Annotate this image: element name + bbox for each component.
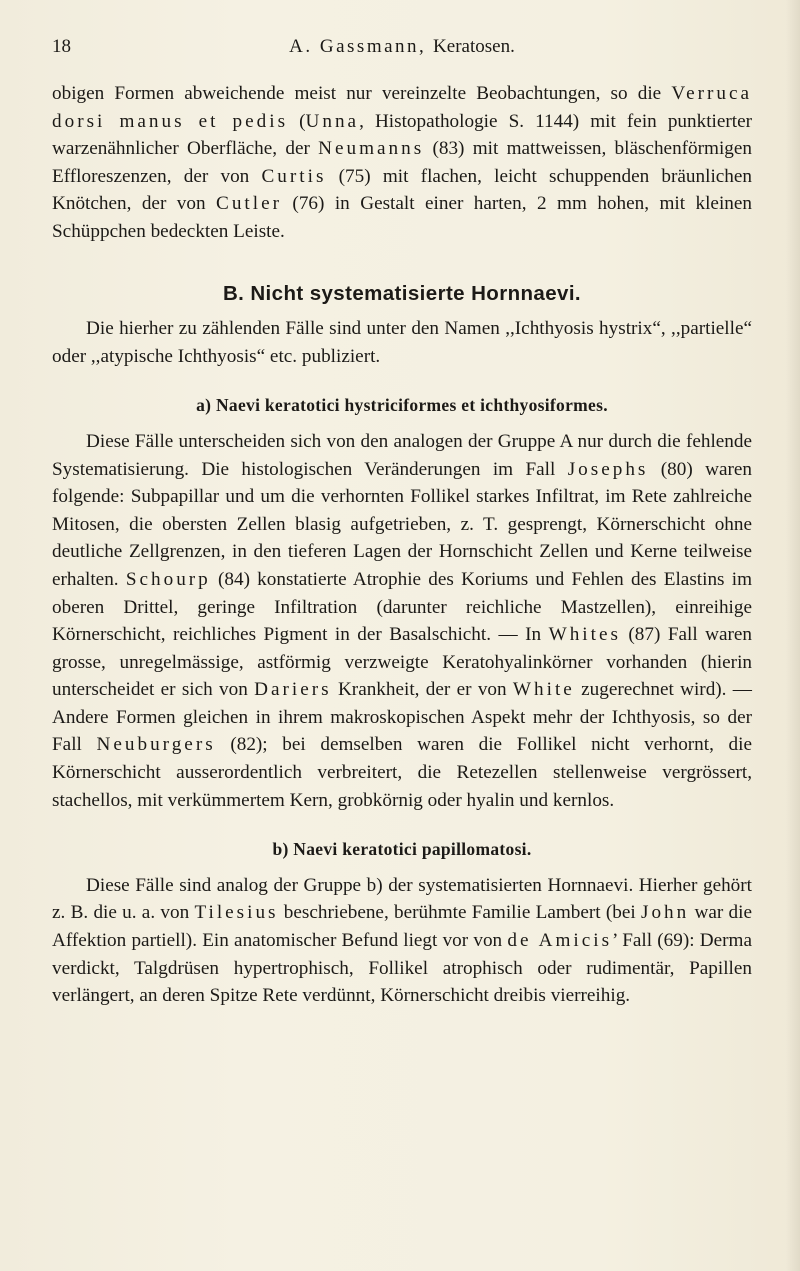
text-run: (75) mit flachen, leicht schuppenden bräunlichen Knötchen, der von — [52, 165, 753, 215]
running-head-title: Keratosen. — [433, 36, 515, 57]
spaced-term: Verruca dorsi manus et pedis — [52, 83, 752, 132]
running-head-author: A. Gassmann, — [289, 36, 427, 57]
author-name: de Amicis — [507, 930, 613, 952]
text-run: ( — [288, 110, 306, 132]
text-run: Diese Fälle sind analog der Gruppe b) der systematisierten Hornnaevi. Hierher gehört z. B. die u. a. von — [52, 874, 752, 924]
running-title — [52, 36, 752, 58]
author-name: Josephs — [567, 458, 649, 480]
text-run: (76) in Gestalt einer harten, 2 mm hohen, mit kleinen Schüppchen bedeckten Leiste. — [52, 193, 752, 242]
text-run: obigen Formen abweichende meist nur vereinzelte Beobachtungen, so die — [52, 83, 672, 104]
text-run: (84) konstatierte Atrophie des Koriums und Fehlen des Elastins im oberen Drittel, geringe Infiltration (darunter reichliche Mastzellen), einreihige Körnerschicht, reichliches Pigment in der Basalschicht. — In — [52, 568, 752, 646]
text-run: (82); bei demselben waren die Follikel nicht verhornt, die Körnerschicht ausserordentlich verbreitert, die Retezellen stellenweise vergrössert, stachellos, mit verkümmertem Kern, grobkörnig oder hyalin und kernlos. — [52, 734, 752, 811]
author-name: Schourp — [125, 568, 211, 590]
text-run: ’ Fall (69): Derma verdickt, Talgdrüsen hypertrophisch, Follikel atrophisch oder rudimentär, Papillen verlängert, an deren Spitze Rete verdünnt, Körnerschicht dreibis vierreihig. — [52, 930, 752, 1007]
running-head — [52, 36, 752, 62]
author-name: White — [512, 679, 575, 701]
text-run: , Histopathologie S. 1144) mit fein punktierter warzenähnlicher Oberfläche, der — [52, 110, 752, 160]
body-text — [52, 80, 752, 1010]
subsection-heading-b: b) Naevi keratotici papillomatosi. — [272, 839, 532, 860]
text-run: Diese Fälle unterscheiden sich von den analogen der Gruppe A nur durch die fehlende Systematisierung. Die histologischen Veränderungen im Fall — [52, 430, 752, 480]
text-run: war die Affektion partiell). Ein anatomischer Befund liegt vor von — [52, 902, 752, 952]
author-name: Unna — [305, 110, 360, 132]
text-run: zugerechnet wird). — Andere Formen gleichen in ihrem makroskopischen Aspekt mehr der Ichthyosis, so der Fall — [52, 679, 752, 756]
section-heading-b: B. Nicht systematisierte Hornnaevi. — [222, 281, 582, 305]
author-name: Cutler — [216, 193, 282, 215]
text-run: Krankheit, der er von — [331, 679, 513, 701]
page-number: 18 — [52, 36, 71, 57]
author-name: Whites — [548, 624, 621, 646]
author-name: Tilesius — [194, 902, 279, 924]
text-run: (87) Fall waren grosse, unregelmässige, astförmig verzweigte Keratohyalinkörner vorhanden (hierin unterscheidet er sich von — [52, 624, 752, 701]
author-name: John — [640, 902, 690, 924]
section-b-paragraph: Die hierher zu zählenden Fälle sind unter den Namen ,,Ichthyosis hystrix“, ,,partielle“ oder ,,atypische Ichthyosis“ etc. publiziert. — [52, 318, 752, 367]
author-name: Neumanns — [318, 138, 425, 160]
text-run: beschriebene, berühmte Familie Lambert (bei — [278, 902, 641, 924]
page-edge-shadow — [786, 0, 800, 1271]
intro-paragraph — [52, 80, 752, 246]
text-run: (80) waren folgende: Subpapillar und um die verhornten Follikel starkes Infiltrat, im Rete zahlreiche Mitosen, die obersten Zellen blasig aufgetrieben, z. T. gesprengt, Körnerschicht ohne deutliche Zellgrenzen, in den tieferen Lagen der Hornschicht Zellen und Kerne teilweise erhalten. — [52, 458, 752, 590]
author-name: Neuburgers — [96, 734, 216, 756]
subsection-b-paragraph — [52, 872, 752, 1010]
text-run: (83) mit mattweissen, bläschenförmigen Effloreszenzen, der von — [52, 138, 752, 187]
author-name: Dariers — [254, 679, 332, 701]
subsection-a-paragraph — [52, 428, 752, 814]
author-name: Curtis — [261, 165, 327, 187]
subsection-heading-a: a) Naevi keratotici hystriciformes et ichthyosiformes. — [196, 395, 608, 416]
